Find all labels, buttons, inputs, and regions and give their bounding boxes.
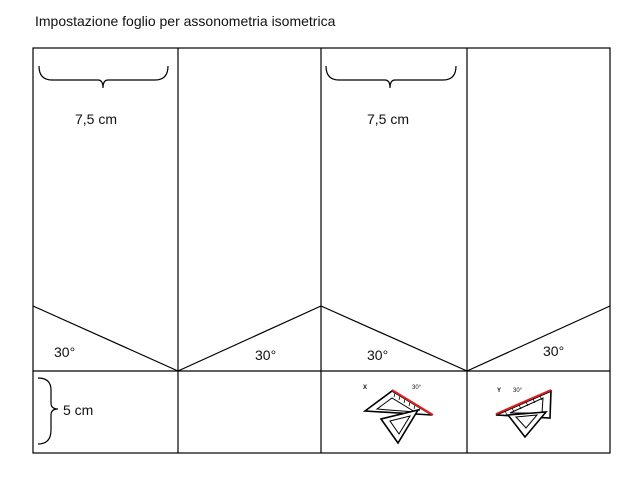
width-brace-col1 xyxy=(39,66,168,88)
axis-x-label: X xyxy=(363,385,368,391)
set-square-x-icon xyxy=(363,385,433,443)
width-label-col1: 7,5 cm xyxy=(75,111,118,127)
angle-label-col3: 30° xyxy=(367,347,389,363)
axis-y-label: Y xyxy=(497,388,502,394)
height-brace xyxy=(38,378,58,444)
tool-y-angle-label: 30° xyxy=(513,388,523,394)
tool-x-angle-label: 30° xyxy=(412,385,422,391)
height-label: 5 cm xyxy=(63,402,94,418)
width-label-col3: 7,5 cm xyxy=(367,111,410,127)
set-square-y-icon xyxy=(496,388,551,437)
angle-label-col4: 30° xyxy=(543,343,565,359)
angle-label-col2: 30° xyxy=(255,347,277,363)
width-brace-col3 xyxy=(326,66,456,88)
sheet-title: Impostazione foglio per assonometria isometrica xyxy=(35,13,336,29)
angle-label-col1: 30° xyxy=(54,344,76,360)
column-dividers xyxy=(178,48,467,453)
